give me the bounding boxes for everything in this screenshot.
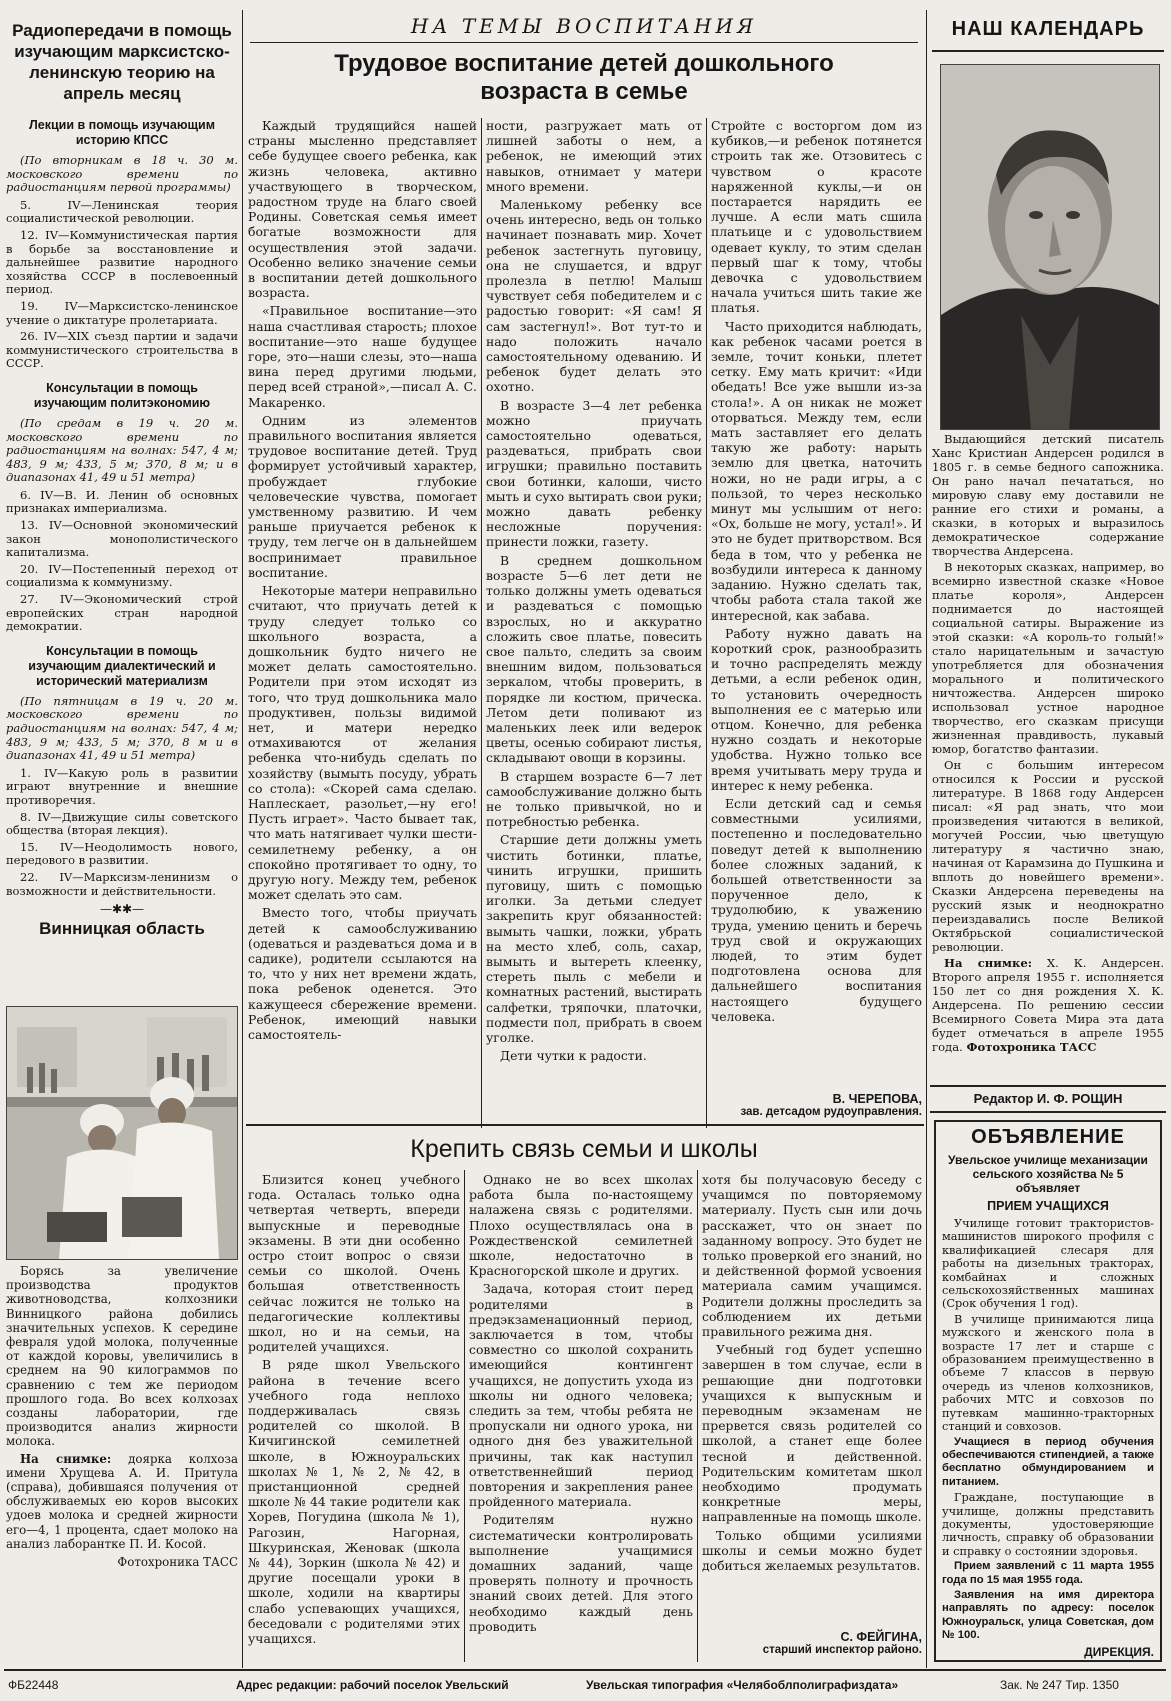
ad-paragraph: Заявления на имя директора направлять по адресу: поселок Южноуральск, улица Советская, дом № 100. [942, 1588, 1154, 1642]
list-item: 13. IV—Основной экономический закон монополистического капитализма. [6, 518, 238, 560]
calendar-heading: НАШ КАЛЕНДАРЬ [951, 18, 1145, 40]
paragraph: Задача, которая стоит перед родителями в предэкзаменационный период, заключается в том, чтобы совместно со школой сохранить имеющийся контингент учащихся, не допустить ухода из школы ни одного человека; следить за тем, чтобы ребята не пропускали ни одного урока, ни одного дня без уважительной причины, так как наступил ответственнейший период повторения и закрепления ранее пройденного материала. [469, 1281, 693, 1510]
ad-paragraph: Учащиеся в период обучения обеспечиваются стипендией, а также бесплатно обмундированием и питанием. [942, 1435, 1154, 1488]
article2-signature-block [702, 1630, 922, 1656]
paragraph: Только общими усилиями школы и семьи можно будет добиться желаемых результатов. [702, 1527, 922, 1574]
block-heading: Консультации в помощь изучающим политэкономию [33, 380, 211, 410]
horizontal-rule [4, 1669, 1166, 1671]
footer-printer: Увельская типография «Челябоблполиграфиздата» [586, 1678, 899, 1692]
article2-column-1 [248, 1172, 460, 1662]
schedule-note: (По вторникам в 18 ч. 30 м. московского времени по радиостанциям первой программы) [6, 153, 238, 195]
caption-lead: На снимке: [944, 956, 1032, 970]
section-header: НА ТЕМЫ ВОСПИТАНИЯ [410, 14, 758, 38]
caption-lead: На снимке: [20, 1451, 112, 1466]
paragraph: Если детский сад и семья совместными усилиями, постепенно и последовательно поведут детей к выполнению более сложных заданий, к большей ответственности за порученное дело, к трудолюбию, к уважению труда, умению ценить и беречь труд свой и окружающих людей, то этим будет подготовлена основа для дальнейшего воспитания настоящего будущего человека. [711, 795, 922, 1024]
radio-schedule-title: Радиопередачи в помощь изучающим марксистско-ленинскую теорию на апрель месяц [12, 21, 232, 103]
footer-order: Зак. № 247 Тир. 1350 [1000, 1678, 1119, 1692]
horizontal-rule [246, 1124, 924, 1126]
column-rule [926, 10, 927, 1668]
article1-column-3 [711, 118, 922, 1122]
schedule-list [6, 489, 238, 634]
list-item: 1. IV—Какую роль в развитии играют внутренние и внешние противоречия. [6, 765, 238, 807]
vinnitsa-paragraph: Борясь за увеличение производства продуктов животноводства, колхозники Винницкого района добились значительных успехов. К середине февраля удой молока, полученные от каждой коровы, увеличились в среднем на 90 килограммов по сравнению с тем же периодом прошлого года. Во всех колхозах созданы лаборатории, где производится анализ жирности молока. [6, 1264, 238, 1449]
paragraph: В старшем возрасте 6—7 лет самообслуживание должно быть не только привычкой, но и потребностью ребенка. [486, 768, 702, 830]
ad-paragraph: Граждане, поступающие в училище, должны представить документы, удостоверяющие личность, справку об образовании и справку о состоянии здоровья. [942, 1491, 1154, 1558]
paragraph: Выдающийся детский писатель Ханс Кристиан Андерсен родился в 1805 г. в семье бедного сапожника. Он рано начал печататься, но мировую славу ему доставили не ранние его стихи и романы, а сказки, в которых и выразилось демократическое содержание творчества Андерсена. [932, 432, 1164, 558]
paragraph: В возрасте 3—4 лет ребенка можно приучать самостоятельно одеваться, раздеваться, прибрать свои игрушки; правильно поставить свои ботинки, калоши, чисто мыть и сухо вытирать свои руки; можно давать ребенку несложные поручения: принести ложки, газету. [486, 397, 702, 550]
list-item: 26. IV—XIX съезд партии и задачи коммунистического строительства в СССР. [6, 329, 238, 371]
ad-heading: ОБЪЯВЛЕНИЕ [971, 1126, 1125, 1148]
paragraph: ности, разгружает мать от лишней заботы о нем, а ребенок, не имеющий этих навыков, отнимает у матери много времени. [486, 118, 702, 194]
list-item: 22. IV—Марксизм-ленинизм о возможности и действительности. [6, 869, 238, 898]
column-rule [464, 1170, 465, 1662]
dairy-lab-photo [6, 1006, 238, 1260]
paragraph: Некоторые матери неправильно считают, что приучать детей к труду следует только со школьного возраста, а дошкольник будто ничего не может делать самостоятельно. Родители при этом исходят из того, что труд дошкольника мало продуктивен, пользы видимой нет, и матери нередко отмахиваются от желания ребенка что-нибудь сделать по хозяйству (вымыть посуду, убрать со стола): «Скорей сама сделаю. Наплескает, разольет,—ну его! Пусть играет». Часто бывает так, что мать натягивает чулки шести-семилетнему ребенку, а он спокойно протягивает то одну, то другую ногу. Между тем, ребенок может сделать это сам. [248, 583, 477, 903]
photo-credit: Фотохроника ТАСС [966, 1040, 1097, 1054]
andersen-portrait [940, 64, 1160, 430]
article-title: Крепить связь семьи и школы [410, 1135, 758, 1163]
paragraph: Близится конец учебного года. Осталась только одна четвертая четверть, впереди выпускные и переводные экзамены. В эти дни особенно остро стоит вопрос о связи семьи со школой. Очень большая ответственность сейчас ложится не только на педагогические коллективы школ, но и на семьи, на родителей учащихся. [248, 1172, 460, 1355]
paragraph: Родителям нужно систематически контролировать выполнение учащимися домашних заданий, чаще проверять полноту и прочность знаний своих детей. Для этого необходимо каждый день проводить [469, 1512, 693, 1634]
article1-column-1 [248, 118, 477, 1118]
paragraph: Стройте с восторгом дом из кубиков,—и ребенок потянется строить так же. Отзовитесь с чувством о красоте наряженной куклы,—и он постарается нарядить ее лучше. А если мать сшила платьице и с удовольствием одевает куклу, то этим сделан первый шаг к тому, чтобы девочка с удовольствием начала учиться шить такие же платья. [711, 118, 922, 316]
calendar-text [932, 432, 1164, 1082]
paragraph: Однако не во всех школах работа была по-настоящему налажена связь с родителями. Плохо осуществлялась она в Рождественской семилетней школе, недостаточно в Красногорской школе и других. [469, 1172, 693, 1279]
editor-line: Редактор И. Ф. РОЩИН [973, 1091, 1123, 1106]
paragraph: В некоторых сказках, например, во всемирно известной сказке «Новое платье короля», Андерсен поднимается до настоящей социальной сатиры. Выражение из этой сказки: «А король-то голый!» стало нарицательным и зачастую употребляется для обозначения морального и политического ничтожества. Андерсен широко использовал устное народное творчество, его сказкам присущи жизненная правдивость, лукавый юмор, богатство фантазии. [932, 560, 1164, 756]
header-rule [932, 50, 1164, 52]
list-item: 8. IV—Движущие силы советского общества (вторая лекция). [6, 809, 238, 838]
andersen-portrait-image [941, 65, 1159, 429]
horizontal-rule [930, 1111, 1166, 1113]
paragraph: «Правильное воспитание—это наша счастливая старость; плохое воспитание—это наше будущее горе, это—наши слезы, это—наша вина перед другими людьми, перед всей страной»,—писал А. С. Макаренко. [248, 303, 477, 410]
article1-column-2 [486, 118, 702, 1118]
author-role: старший инспектор районо. [762, 1644, 922, 1656]
list-item: 27. IV—Экономический строй европейских стран народной демократии. [6, 592, 238, 634]
article2-column-3 [702, 1172, 922, 1630]
column-rule [706, 118, 707, 1128]
photo-caption [6, 1452, 238, 1551]
ad-paragraph: Училище готовит трактористов-машинистов широкого профиля с квалификацией слесаря для работы на дизельных тракторах, комбайнах и сложных сельскохозяйственных машинах (Срок обучения 1 год). [942, 1217, 1154, 1311]
paragraph: Работу нужно давать на короткий срок, разнообразить и точно распределять между детьми, а если ребенок один, то установить очередность выполнения ее с матерью или отцом. Конечно, для ребенка нужно создать и некоторые удобства. Нужно только все время учитывать меру труда и интерес к нему ребенка. [711, 625, 922, 793]
column-rule [481, 118, 482, 1128]
dairy-lab-photo-image [7, 1007, 237, 1259]
article1-signature-block [711, 1092, 922, 1118]
ad-subheading: ПРИЕМ УЧАЩИХСЯ [987, 1199, 1109, 1213]
list-item: 5. IV—Ленинская теория социалистической революции. [6, 197, 238, 226]
header-rule [250, 42, 918, 43]
paragraph: Часто приходится наблюдать, как ребенок часами роется в земле, точит коньки, плетет сетку. Ему мать кричит: «Иди обедать! Все уже вышли из-за стола!». А он никак не может оторваться. Между тем, если мать заставляет его делать такую же работу: нарыть землю для цветка, наточить ножи, но не ради игры, а с пользой, то через несколько минут мы услышим от него: «Ох, больше не могу, устал!». И это не будет притворством. Вся беда в том, что у ребенка не возбудили интереса к данному заданию. Нужно сделать так, чтобы работа стала такой же интересной, как забава. [711, 318, 922, 623]
author-role: зав. детсадом рудоуправления. [740, 1106, 922, 1118]
paragraph: Дети чутки к радости. [500, 1048, 647, 1064]
ad-paragraph: Прием заявлений с 11 марта 1955 года по 15 мая 1955 года. [942, 1560, 1154, 1586]
ad-organization: Увельское училище механизации сельского хозяйства № 5 объявляет [948, 1153, 1148, 1195]
photo-credit: Фотохроника ТАСС [117, 1555, 238, 1570]
horizontal-rule [930, 1085, 1166, 1087]
vinnitsa-heading: Винницкая область [39, 919, 205, 939]
ad-signature: ДИРЕКЦИЯ. [1084, 1644, 1154, 1659]
footer-code: ФБ22448 [8, 1678, 59, 1692]
paragraph: Маленькому ребенку все очень интересно, ведь он только начинает познавать мир. Хочет ребенок застегнуть пуговицу, она не слушается, и вдруг пролезла в петлю! Малыш чувствует себя победителем и с радостью говорит: «Я сам! Я сам застегнул!». Вот тут-то и надо положить начало самостоятельному одеванию. И ребенок будет делать это охотно. [486, 197, 702, 395]
section-divider: —✱✱— [99, 902, 145, 917]
schedule-note: (По пятницам в 19 ч. 20 м. московского времени по радиостанциям на волнах: 547, 4 м; 483, 9 м; 433, 5 м; 370, 8 м и в диапазонах 41, 49 и 51 метра) [6, 693, 238, 763]
advertisement-box [934, 1120, 1162, 1662]
ad-paragraph: В училище принимаются лица мужского и женского пола в возрасте 17 лет и старше с образованием преимущественно в объеме 7 классов в первую очередь из членов колхозников, рабочих МТС и совхозов по путевкам машинно-тракторных станций и совхозов. [942, 1312, 1154, 1434]
schedule-list [6, 199, 238, 371]
article2-column-2 [469, 1172, 693, 1662]
vinnitsa-text [6, 1264, 238, 1664]
column-rule [697, 1170, 698, 1662]
footer-address: Адрес редакции: рабочий поселок Увельский [236, 1678, 509, 1692]
block-heading: Лекции в помощь изучающим историю КПСС [28, 118, 215, 147]
paragraph: Учебный год будет успешно завершен в том случае, если в решающие дни подготовки учащихся к выпускным и переводным экзаменам не прервется связь родителей со школой, а станет еще более тесной и действенной. Родительским комитетам школ необходимо продумать конкретные меры, направленные на помощь школе. [702, 1342, 922, 1525]
paragraph: Одним из элементов правильного воспитания является трудовое воспитание детей. Труд формирует устойчивый характер, пробуждает глубокие человеческие чувства, помогает умственному развитию. И чем раньше приучается ребенок к труду, тем легче он в дальнейшем воспринимает правильное воспитание. [248, 412, 477, 580]
paragraph: В среднем дошкольном возрасте 5—6 лет дети не только должны уметь одеваться и раздеваться с помощью взрослых, но и аккуратно сложить свое платье, повесить свое пальто, следить за своим внешним видом, пользоваться зеркалом, чтобы проверить, в порядке ли костюм, прическа. Летом дети поливают из маленьких леек или ведерок цветы, осенью собирают листья, складывают овощи в корзины. [486, 552, 702, 766]
author-signature: В. ЧЕРЕПОВА, [832, 1092, 922, 1106]
photo-caption [932, 956, 1164, 1054]
caption-text: доярка колхоза имени Хрущева А. И. Притула (справа), добившаяся получения от обслуживаемых ею коров высоких удоев молока и средней жирности его—4, 1 процента, сдает молоко на анализ лаборантке П. И. Косой. [6, 1451, 238, 1551]
list-item: 20. IV—Постепенный переход от социализма к коммунизму. [6, 561, 238, 590]
paragraph: Он с большим интересом относился к России и русской литературе. В 1868 году Андерсен писал: «Я рад знать, что мои произведения читаются в великой, могучей России, чью цветущую литературу я частично знаю, начиная от Карамзина до Пушкина и вплоть до новейшего времени». Сказки Андерсена переведены на русский язык и неоднократно переиздавались после Великой Октябрьской социалистической революции. [932, 758, 1164, 954]
column-rule [242, 10, 243, 1668]
caption-text: Х. К. Андерсен. Второго апреля 1955 г. исполняется 150 лет со дня рождения Х. К. Андерсена. По решению сессии Всемирного Совета Мира эта дата будет отмечаться в апреле 1955 года. [932, 956, 1164, 1054]
paragraph: хотя бы получасовую беседу с учащимся по повторяемому материалу. Пусть сын или дочь расскажет, что он знает по заданному вопросу. Это будет не только проверкой его знаний, но и действенной формой усвоения материала самим учащимся. Родители должны проследить за соблюдением их детьми правильного режима дня. [702, 1172, 922, 1340]
paragraph: В ряде школ Увельского района в течение всего учебного года неплохо поддерживалась связь родителей со школой. В Кичигинской семилетней школе, в Южноуральских школах № 1, № 2, № 42, в пристанционной средней школе № 44 такие родители как Хорев, Погудина (школа № 1), Рагозин, Нагорная, Шкуринская, Женовак (школа № 44), Зоркин (школа № 42) и другие посещали уроки в школе, ходили на квартиры слабо успевающих учащихся, беседовали с родителями этих учащихся. [248, 1357, 460, 1647]
block-heading: Консультации в помощь изучающим диалектический и исторический материализм [28, 643, 216, 688]
list-item: 12. IV—Коммунистическая партия в борьбе за восстановление и дальнейшее развитие народного хозяйства СССР в послевоенный период. [6, 227, 238, 297]
schedule-list [6, 767, 238, 898]
list-item: 15. IV—Неодолимость нового, передового в развитии. [6, 839, 238, 868]
paragraph: Каждый трудящийся нашей страны мысленно представляет себе будущее своего ребенка, как жизнь человека, активно участвующего в творческом, радостном труде на благо своей Родины. Советская семья имеет богатые возможности для осуществления этой задачи. Особенно велико значение семьи в воспитании детей дошкольного возраста. [248, 118, 477, 301]
paragraph: Вместо того, чтобы приучать детей к самообслуживанию (одеваться и раздеваться дома и в садике), родители ссылаются на то, что у них нет времени ждать, пока ребенок оденется. Это кажущееся сбережение времени. Ребенок, имеющий навыки самостоятель- [248, 905, 477, 1042]
list-item: 19. IV—Марксистско-ленинское учение о диктатуре пролетариата. [6, 298, 238, 327]
schedule-note: (По средам в 19 ч. 20 м. московского времени по радиостанциям на волнах: 547, 4 м; 483, 9 м; 433, 5 м; 370, 8 м; и в диапазонах 41, 49 и 51 метра) [6, 415, 238, 485]
paragraph: Старшие дети должны уметь чистить ботинки, платье, чинить игрушки, пришить пуговицу, шить с помощью иголки. За детьми следует закрепить круг обязанностей: вымыть чашки, ложки, убрать на место хлеб, соль, сахар, вымыть и вытереть клеенку, стереть пыль с мебели и комнатных растений, выстирать салфетки, тряпочки, платочки, подмести пол, прибрать в своем уголке. [486, 832, 702, 1045]
list-item: 6. IV—В. И. Ленин об основных признаках империализма. [6, 487, 238, 516]
article-title: Трудовое воспитание детей дошкольного возраста в семье [334, 50, 834, 105]
author-signature: С. ФЕЙГИНА, [840, 1630, 922, 1644]
